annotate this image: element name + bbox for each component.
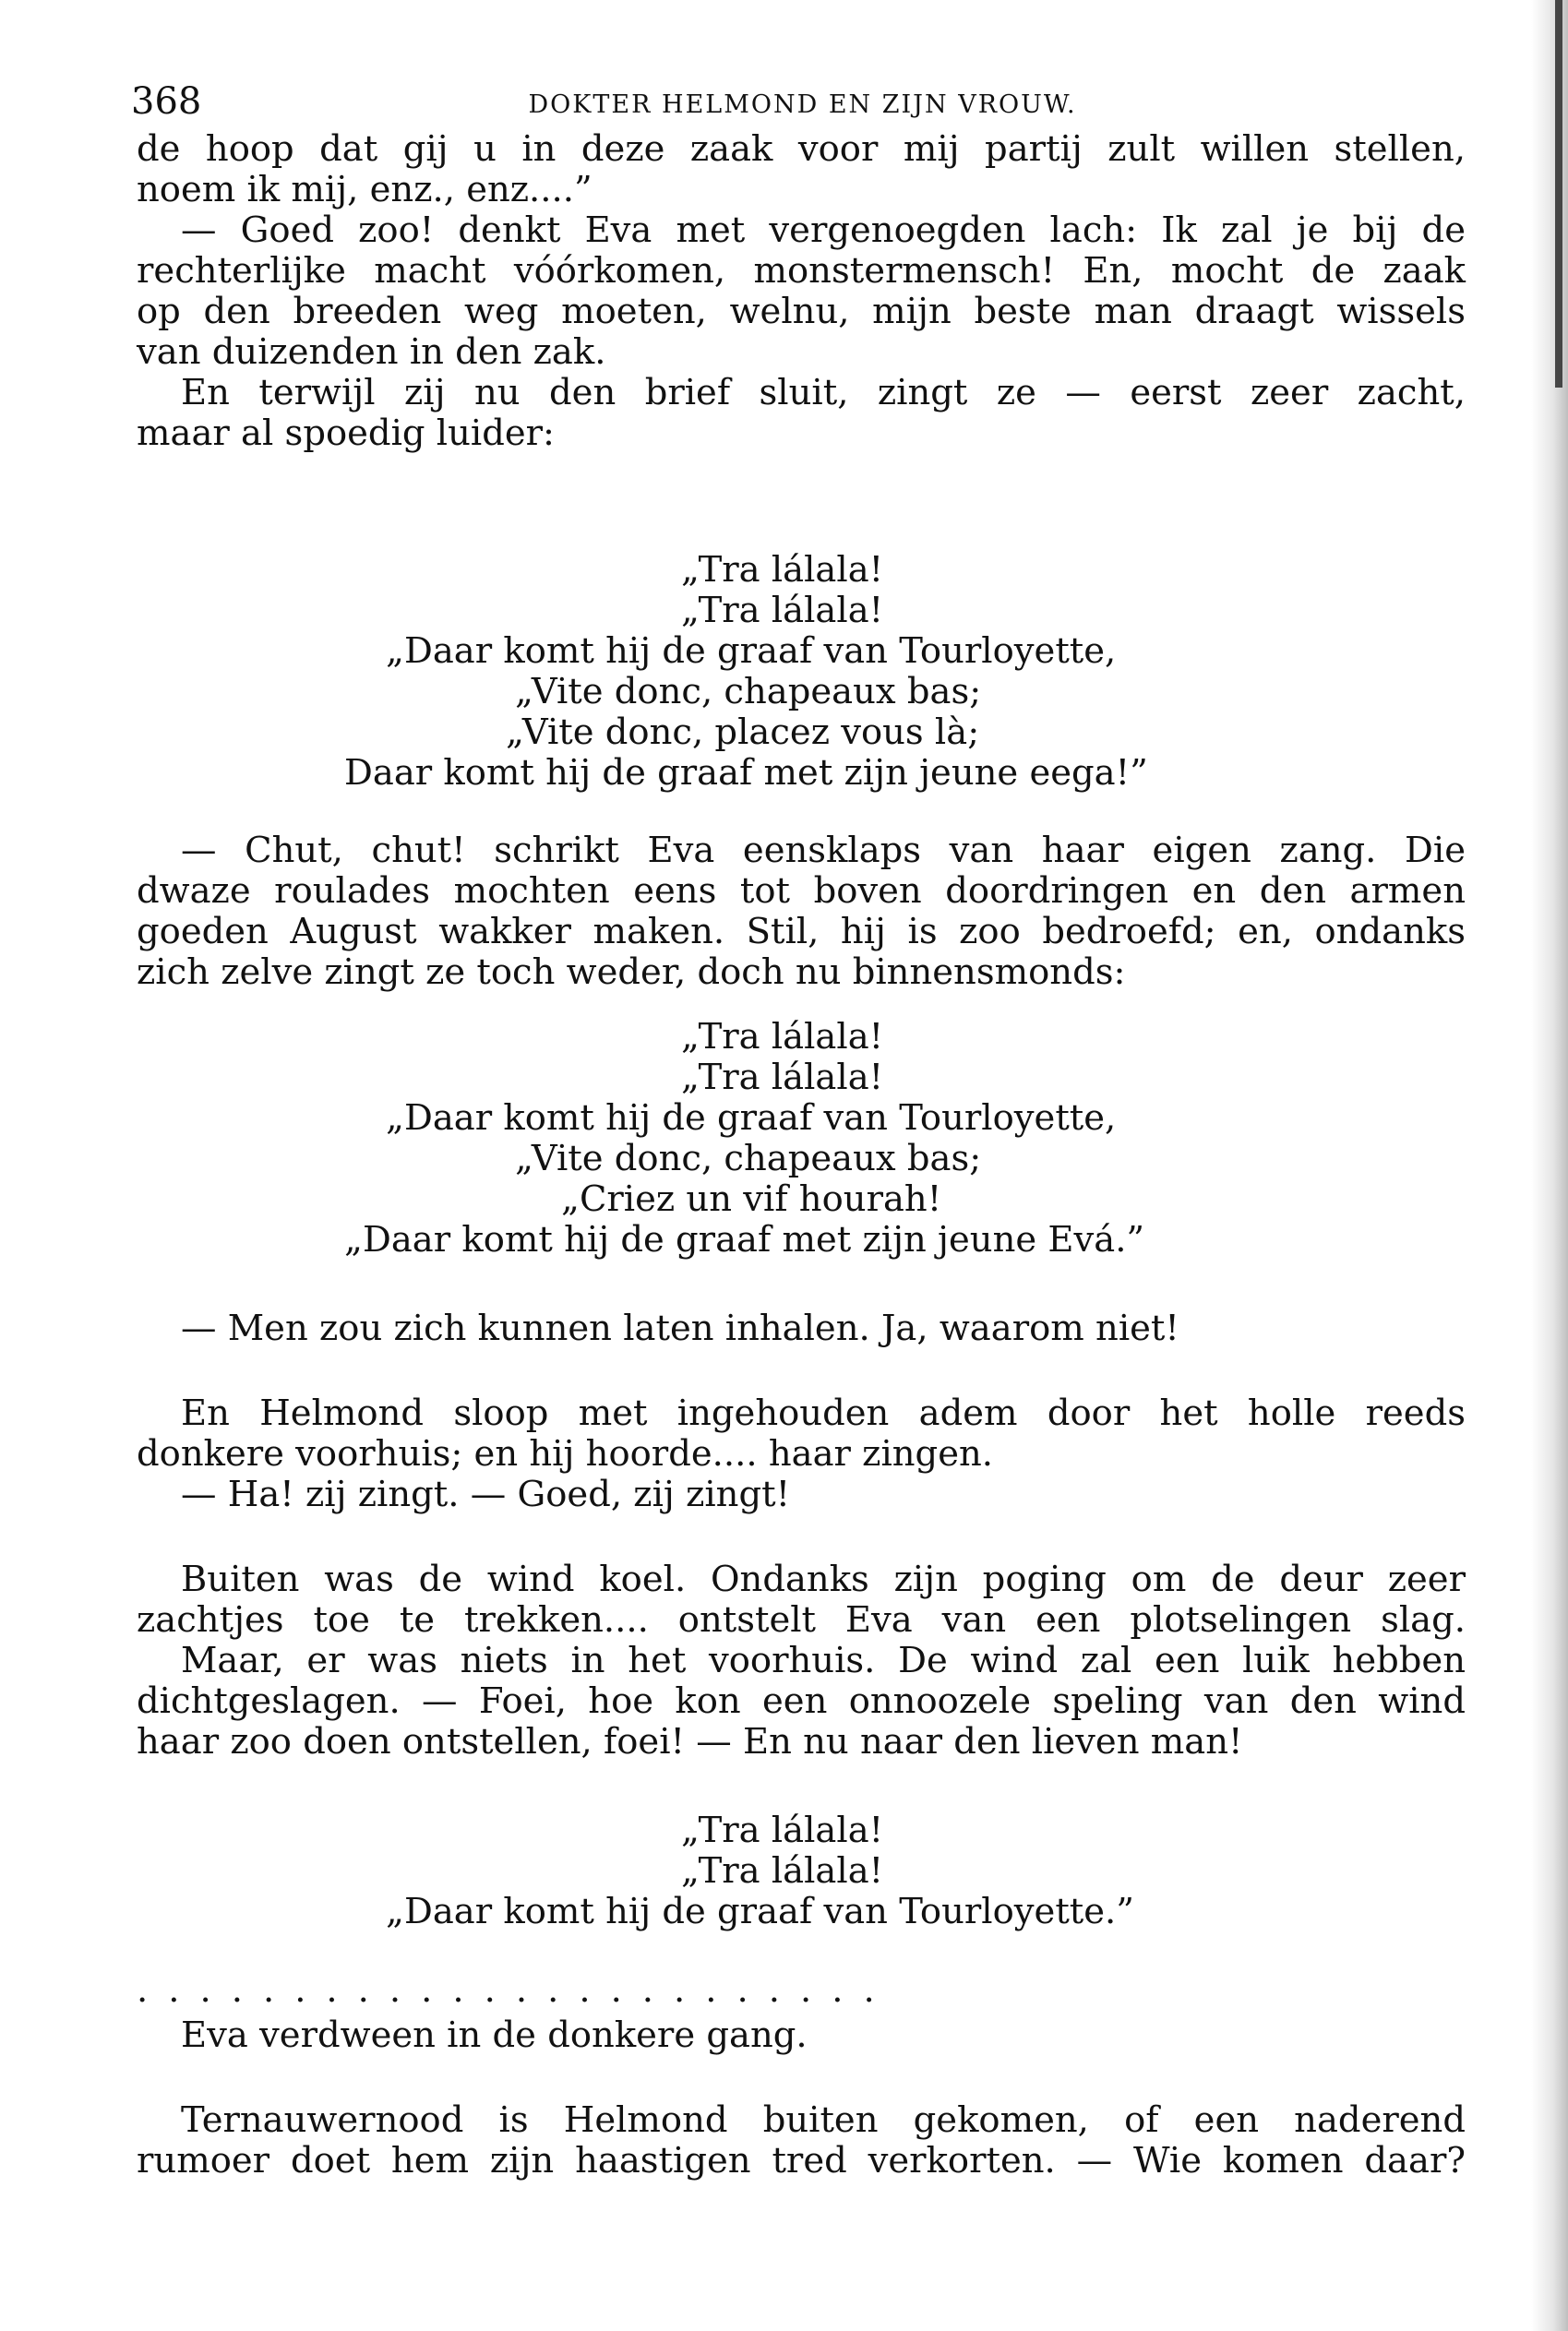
text-line: rechterlijke macht vóórkomen, monstermensch! En, mocht de zaak bbox=[137, 250, 1466, 292]
text-line: de hoop dat gij u in deze zaak voor mij partij zult willen stellen, bbox=[137, 128, 1466, 170]
paragraph-helmond-sloop bbox=[137, 1393, 1466, 1515]
verse-line: „Vite donc, placez vous là; bbox=[506, 711, 980, 753]
text-line: dwaze roulades mochten eens tot boven doordringen en den armen bbox=[137, 870, 1466, 912]
verse-line: „Tra lálala! bbox=[681, 1810, 884, 1851]
verse-line: „Daar komt hij de graaf met zijn jeune Evá.” bbox=[344, 1219, 1145, 1261]
text-line: — Ha! zij zingt. — Goed, zij zingt! bbox=[181, 1474, 791, 1515]
verse-line: „Vite donc, chapeaux bas; bbox=[515, 1138, 982, 1179]
text-line: haar zoo doen ontstellen, foei! — En nu naar den lieven man! bbox=[137, 1721, 1243, 1763]
verse-line: „Tra lálala! bbox=[681, 1016, 884, 1058]
verse-line: „Vite donc, chapeaux bas; bbox=[515, 671, 982, 712]
paragraph-ternauwernood bbox=[137, 2100, 1466, 2182]
line-men-zou bbox=[137, 1309, 1466, 1349]
text-line: — Men zou zich kunnen laten inhalen. Ja, waarom niet! bbox=[181, 1308, 1179, 1349]
verse-line: „Daar komt hij de graaf van Tourloyette, bbox=[386, 1097, 1117, 1139]
text-line: dichtgeslagen. — Foei, hoe kon een onnoozele speling van den wind bbox=[137, 1680, 1466, 1722]
text-line: zachtjes toe te trekken.... ontstelt Eva van een plotselingen slag. bbox=[137, 1599, 1466, 1641]
line-eva-verdween bbox=[137, 2015, 1466, 2056]
paragraph-buiten bbox=[137, 1560, 1466, 1763]
text-line: En terwijl zij nu den brief sluit, zingt ze — eerst zeer zacht, bbox=[181, 372, 1466, 413]
text-line: van duizenden in den zak. bbox=[137, 331, 606, 373]
verse-line: „Tra lálala! bbox=[681, 1850, 884, 1892]
verse-line: „Criez un vif hourah! bbox=[561, 1178, 942, 1220]
verse-line: „Daar komt hij de graaf van Tourloyette.” bbox=[386, 1891, 1134, 1932]
ellipsis-separator: ........................ bbox=[137, 1970, 895, 2011]
page-edge-mark bbox=[1555, 0, 1562, 388]
text-line: Eva verdween in de donkere gang. bbox=[181, 2014, 808, 2056]
paragraph-chut bbox=[137, 831, 1466, 993]
opening-paragraphs bbox=[137, 129, 1466, 454]
verse-line: Daar komt hij de graaf met zijn jeune eega!” bbox=[344, 752, 1148, 794]
verse-line: „Tra lálala! bbox=[681, 1057, 884, 1098]
verse-line: „Daar komt hij de graaf van Tourloyette, bbox=[386, 630, 1117, 672]
page-number: 368 bbox=[131, 80, 202, 123]
text-line: maar al spoedig luider: bbox=[137, 412, 555, 454]
text-line: donkere voorhuis; en hij hoorde.... haar zingen. bbox=[137, 1433, 994, 1475]
text-line: Buiten was de wind koel. Ondanks zijn poging om de deur zeer bbox=[181, 1559, 1466, 1600]
text-line: — Chut, chut! schrikt Eva eensklaps van haar eigen zang. Die bbox=[181, 830, 1466, 871]
text-line: noem ik mij, enz., enz....” bbox=[137, 169, 592, 210]
text-line: Ternauwernood is Helmond buiten gekomen, of een naderend bbox=[181, 2099, 1466, 2141]
page-edge-shadow bbox=[1531, 0, 1568, 2331]
text-line: op den breeden weg moeten, welnu, mijn beste man draagt wissels bbox=[137, 291, 1466, 332]
text-line: En Helmond sloop met ingehouden adem door het holle reeds bbox=[181, 1393, 1466, 1434]
text-line: rumoer doet hem zijn haastigen tred verkorten. — Wie komen daar? bbox=[137, 2140, 1466, 2182]
song-verse-2 bbox=[137, 1017, 1466, 1261]
verse-line: „Tra lálala! bbox=[681, 590, 884, 631]
song-verse-3 bbox=[137, 1811, 1466, 1932]
text-line: zich zelve zingt ze toch weder, doch nu binnensmonds: bbox=[137, 951, 1126, 993]
text-line: goeden August wakker maken. Stil, hij is zoo bedroefd; en, ondanks bbox=[137, 911, 1466, 952]
verse-line: „Tra lálala! bbox=[681, 549, 884, 591]
text-line: Maar, er was niets in het voorhuis. De wind zal een luik hebben bbox=[181, 1640, 1466, 1681]
running-title: DOKTER HELMOND EN ZIJN VROUW. bbox=[528, 90, 1077, 119]
text-line: — Goed zoo! denkt Eva met vergenoegden lach: Ik zal je bij de bbox=[181, 209, 1466, 251]
song-verse-1 bbox=[137, 550, 1466, 794]
